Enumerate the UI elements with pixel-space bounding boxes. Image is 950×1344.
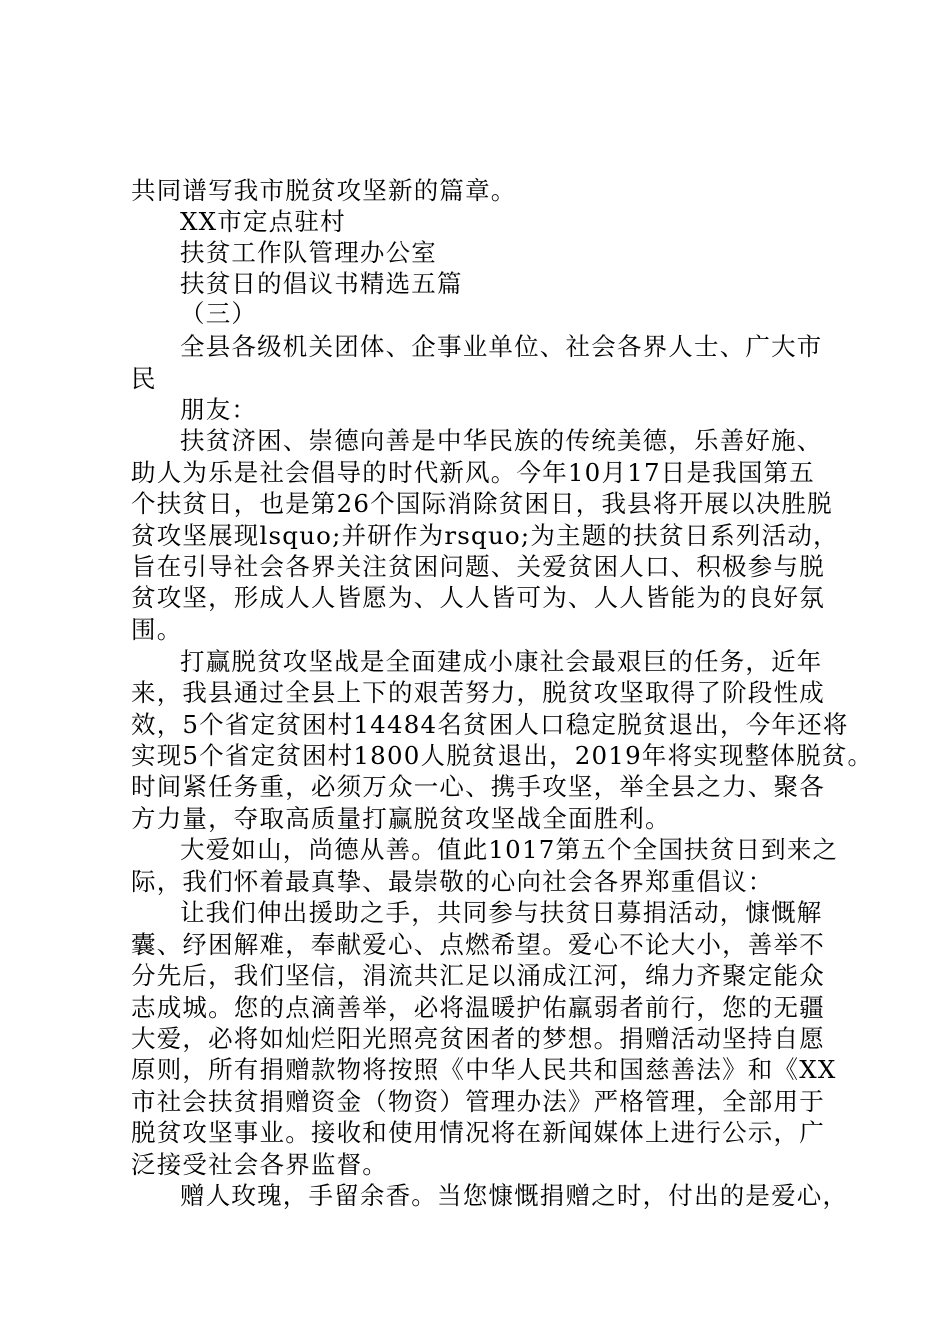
- signature-line: 扶贫工作队管理办公室: [180, 238, 437, 267]
- paragraph-line: 旨在引导社会各界关注贫困问题、关爱贫困人口、积极参与脱: [131, 552, 825, 581]
- salutation-line: 朋友：: [180, 395, 258, 424]
- paragraph-line: 贫攻坚，形成人人皆愿为、人人皆可为、人人皆能为的良好氛: [131, 583, 825, 612]
- paragraph-line: 扶贫济困、崇德向善是中华民族的传统美德，乐善好施、: [180, 426, 823, 455]
- paragraph-line: 让我们伸出援助之手，共同参与扶贫日募捐活动，慷慨解: [180, 898, 823, 927]
- salutation-line: 全县各级机关团体、企事业单位、社会各界人士、广大市: [180, 332, 823, 361]
- paragraph-line: 大爱，必将如灿烂阳光照亮贫困者的梦想。捐赠活动坚持自愿: [131, 1024, 825, 1053]
- paragraph-line: 际，我们怀着最真挚、最崇敬的心向社会各界郑重倡议：: [131, 867, 774, 896]
- paragraph-line: 原则，所有捐赠款物将按照《中华人民共和国慈善法》和《XX: [131, 1055, 837, 1084]
- signature-line: XX市定点驻村: [180, 207, 346, 236]
- salutation-line: 民: [131, 364, 157, 393]
- paragraph-line: 助人为乐是社会倡导的时代新风。今年10月17日是我国第五: [131, 458, 815, 487]
- paragraph-line: 实现5个省定贫困村1800人脱贫退出，2019年将实现整体脱贫。: [131, 741, 874, 770]
- paragraph-line: 打赢脱贫攻坚战是全面建成小康社会最艰巨的任务，近年: [180, 647, 823, 676]
- paragraph-line: 效，5个省定贫困村14484名贫困人口稳定脱贫退出，今年还将: [131, 710, 849, 739]
- paragraph-line: 囊、纾困解难，奉献爱心、点燃希望。爱心不论大小，善举不: [131, 930, 825, 959]
- paragraph-line: 分先后，我们坚信，涓流共汇足以涌成江河，绵力齐聚定能众: [131, 961, 825, 990]
- paragraph-line: 泛接受社会各界监督。: [131, 1150, 388, 1179]
- section-number: （三）: [180, 299, 258, 328]
- paragraph-line: 来，我县通过全县上下的艰苦努力，脱贫攻坚取得了阶段性成: [131, 678, 825, 707]
- paragraph-line: 贫攻坚展现lsquo;并研作为rsquo;为主题的扶贫日系列活动，: [131, 521, 839, 550]
- paragraph-line: 个扶贫日，也是第26个国际消除贫困日，我县将开展以决胜脱: [131, 489, 833, 518]
- text-line: 共同谱写我市脱贫攻坚新的篇章。: [131, 176, 517, 205]
- section-title: 扶贫日的倡议书精选五篇: [180, 269, 463, 298]
- paragraph-line: 大爱如山，尚德从善。值此1017第五个全国扶贫日到来之: [180, 835, 839, 864]
- paragraph-line: 时间紧任务重，必须万众一心、携手攻坚，举全县之力、聚各: [131, 772, 825, 801]
- paragraph-line: 方力量，夺取高质量打赢脱贫攻坚战全面胜利。: [131, 804, 671, 833]
- paragraph-line: 围。: [131, 615, 183, 644]
- paragraph-line: 市社会扶贫捐赠资金（物资）管理办法》严格管理，全部用于: [131, 1087, 825, 1116]
- paragraph-line: 志成城。您的点滴善举，必将温暖护佑羸弱者前行，您的无疆: [131, 993, 825, 1022]
- paragraph-line: 赠人玫瑰，手留余香。当您慷慨捐赠之时，付出的是爱心，: [180, 1181, 849, 1210]
- paragraph-line: 脱贫攻坚事业。接收和使用情况将在新闻媒体上进行公示，广: [131, 1118, 825, 1147]
